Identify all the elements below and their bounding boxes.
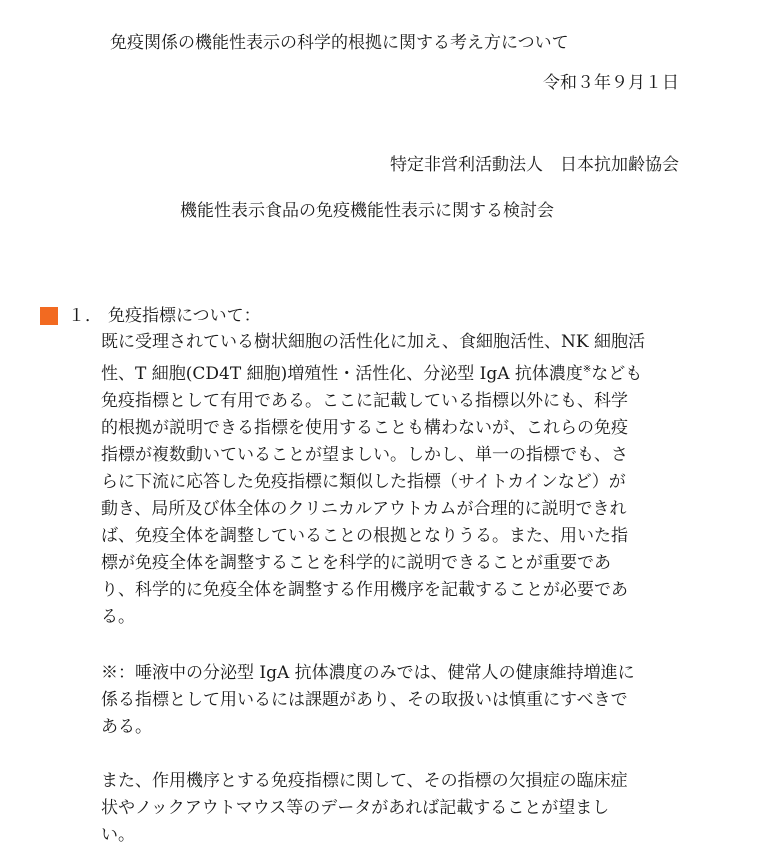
text-line: 状やノックアウトマウス等のデータがあれば記載することが望まし [101, 798, 610, 818]
document-title: 免疫関係の機能性表示の科学的根拠に関する考え方について [110, 33, 569, 53]
text-line: い。 [101, 825, 135, 845]
text-line: 的根拠が説明できる指標を使用することも構わないが、これらの免疫 [101, 418, 628, 438]
section-number: １． [68, 306, 102, 326]
section-heading [40, 305, 261, 327]
text-line: 動き、局所及び体全体のクリニカルアウトカムが合理的に説明できれ [101, 499, 627, 519]
text-line [101, 356, 701, 388]
committee-name: 機能性表示食品の免疫機能性表示に関する検討会 [180, 201, 554, 221]
text-line: る。 [101, 607, 135, 627]
text-line: り、科学的に免疫全体を調整する作用機序を記載することが必要であ [101, 580, 628, 600]
footnote-mark: ※ [582, 364, 592, 375]
text-line: らに下流に応答した免疫指標に類似した指標（サイトカインなど）が [101, 472, 626, 492]
section-title: 免疫指標について： [108, 306, 261, 326]
text-line: 免疫指標として有用である。ここに記載している指標以外にも、科学 [101, 391, 628, 411]
text-line: 標が免疫全体を調整することを科学的に説明できることが重要であ [101, 553, 611, 573]
orange-square-marker-icon [40, 307, 58, 325]
body-paragraph-indicators [101, 329, 701, 631]
text-fragment: 性、T 細胞(CD4T 細胞)増殖性・活性化、分泌型 IgA 抗体濃度 [101, 364, 583, 384]
document-date: 令和３年９月１日 [543, 73, 679, 93]
text-line: 係る指標として用いるには課題があり、その取扱いは慎重にすべきで [101, 690, 628, 710]
text-line: ※：唾液中の分泌型 IgA 抗体濃度のみでは、健常人の健康維持増進に [101, 663, 635, 683]
text-line: 指標が複数動いていることが望ましい。しかし、単一の指標でも、さ [101, 445, 628, 465]
text-line: ば、免疫全体を調整していることの根拠となりうる。また、用いた指 [101, 526, 628, 546]
text-line: 既に受理されている樹状細胞の活性化に加え、食細胞活性、NK 細胞活 [101, 332, 645, 352]
body-paragraph-mechanism [101, 768, 701, 849]
text-line: また、作用機序とする免疫指標に関して、その指標の欠損症の臨床症 [101, 771, 628, 791]
text-fragment: なども [591, 364, 643, 384]
footnote-paragraph [101, 660, 701, 741]
organization-name: 特定非営利活動法人 日本抗加齢協会 [390, 155, 679, 175]
text-line: ある。 [101, 717, 152, 737]
